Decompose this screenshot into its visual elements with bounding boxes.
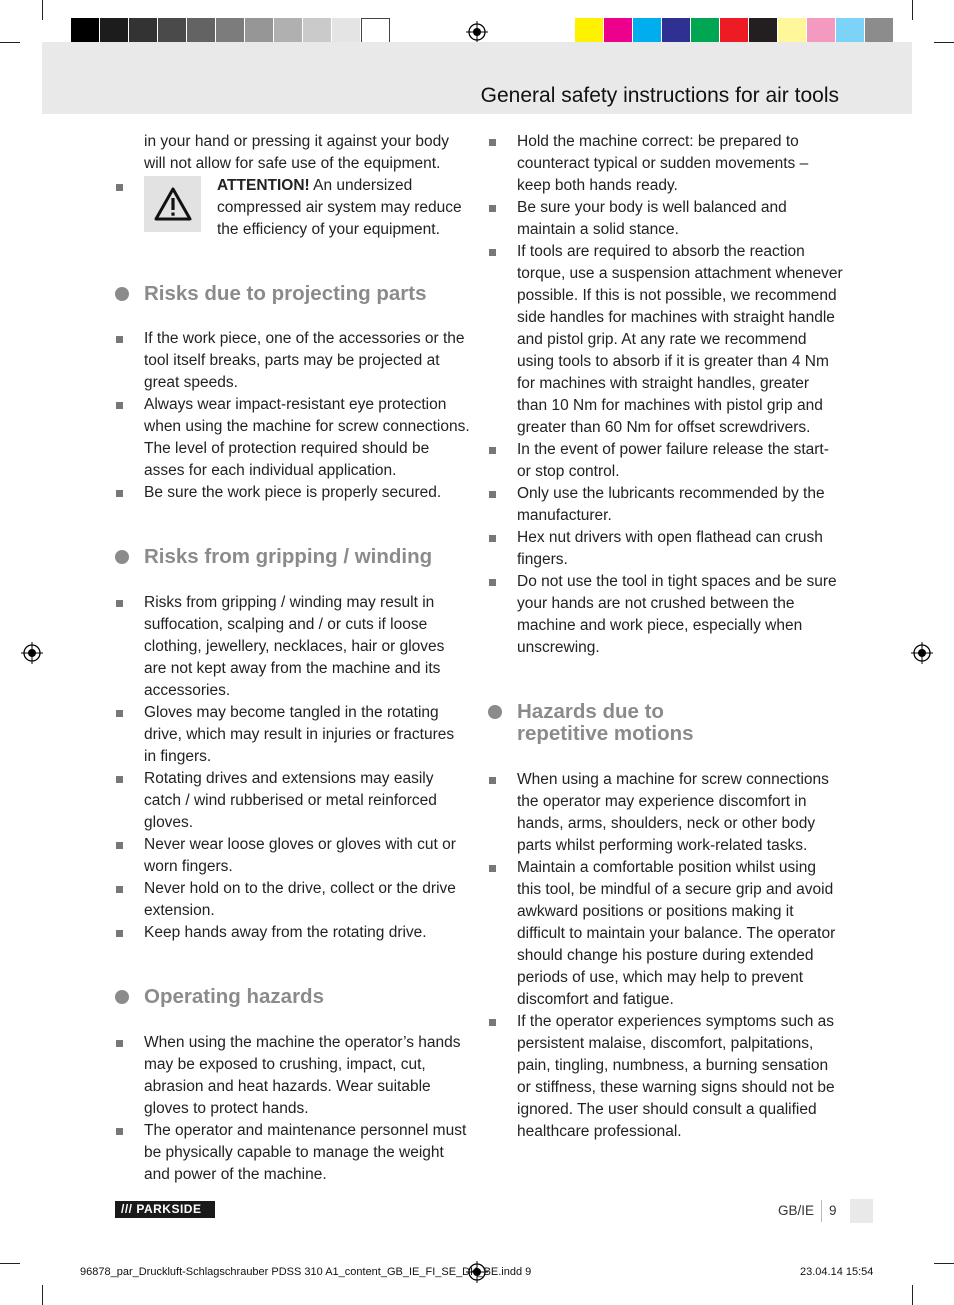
left-column bbox=[115, 131, 470, 1186]
list-item: Never hold on to the drive, collect or the drive extension. bbox=[115, 878, 470, 922]
heading-dot-icon bbox=[488, 705, 502, 719]
bullet-icon bbox=[116, 184, 123, 191]
registration-mark-icon bbox=[466, 21, 488, 43]
bullet-icon bbox=[116, 886, 123, 893]
heading-dot-icon bbox=[115, 287, 129, 301]
list-item: Rotating drives and extensions may easily catch / wind rubberised or metal reinforced gloves. bbox=[115, 768, 470, 834]
list-item: Never wear loose gloves or gloves with cut or worn fingers. bbox=[115, 834, 470, 878]
list-item: In the event of power failure release the start- or stop control. bbox=[488, 439, 843, 483]
bullet-icon bbox=[116, 842, 123, 849]
page-number: 9 bbox=[829, 1203, 837, 1218]
crop-mark bbox=[42, 0, 43, 20]
attention-label: ATTENTION! bbox=[217, 177, 310, 194]
heading-dot-icon bbox=[115, 990, 129, 1004]
bullet-icon bbox=[116, 336, 123, 343]
language-code: GB/IE bbox=[778, 1203, 815, 1218]
list-gripping-winding bbox=[115, 592, 470, 944]
parkside-logo: /// PARKSIDE bbox=[115, 1201, 215, 1218]
attention-note bbox=[115, 176, 470, 241]
crop-mark bbox=[42, 1285, 43, 1305]
bullet-icon bbox=[116, 600, 123, 607]
print-slug-date: 23.04.14 15:54 bbox=[800, 1266, 874, 1278]
bullet-icon bbox=[116, 402, 123, 409]
section-heading-gripping-winding: Risks from gripping / winding bbox=[115, 546, 470, 568]
page-title: General safety instructions for air tools bbox=[480, 84, 839, 107]
list-item: Gloves may become tangled in the rotating drive, which may result in injuries or fractures in fingers. bbox=[115, 702, 470, 768]
attention-text: An undersized compressed air system may reduce the efficiency of your equipment. bbox=[217, 177, 462, 238]
list-item: If the work piece, one of the accessories or the tool itself breaks, parts may be projected at great speeds. bbox=[115, 328, 470, 394]
list-item: Be sure the work piece is properly secured. bbox=[115, 482, 470, 504]
list-item: Hex nut drivers with open flathead can crush fingers. bbox=[488, 527, 843, 571]
registration-mark-icon bbox=[911, 642, 933, 664]
heading-dot-icon bbox=[115, 550, 129, 564]
crop-mark bbox=[912, 1285, 913, 1305]
crop-mark bbox=[0, 42, 20, 43]
bullet-icon bbox=[489, 447, 496, 454]
bullet-icon bbox=[116, 776, 123, 783]
list-item: Be sure your body is well balanced and maintain a solid stance. bbox=[488, 197, 843, 241]
section-heading-operating-hazards: Operating hazards bbox=[115, 986, 470, 1008]
list-item: Hold the machine correct: be prepared to counteract typical or sudden movements – keep both hands ready. bbox=[488, 131, 843, 197]
list-operating-hazards bbox=[115, 1032, 470, 1186]
list-item: Risks from gripping / winding may result in suffocation, scalping and / or cuts if loose clothing, jewellery, necklaces, hair or gloves are not kept away from the machine and its accessories. bbox=[115, 592, 470, 702]
right-column bbox=[488, 131, 843, 1143]
bullet-icon bbox=[489, 139, 496, 146]
bullet-icon bbox=[116, 710, 123, 717]
footer-divider bbox=[821, 1200, 822, 1222]
list-item: Only use the lubricants recommended by the manufacturer. bbox=[488, 483, 843, 527]
list-item: If the operator experiences symptoms such as persistent malaise, discomfort, palpitations, pain, tingling, numbness, a burning sensation or stiffness, these warning signs should not be ignored. The user should consult a qualified healthcare professional. bbox=[488, 1011, 843, 1143]
crop-mark bbox=[934, 42, 954, 43]
list-item: Do not use the tool in tight spaces and be sure your hands are not crushed between the machine and work piece, especially when unscrewing. bbox=[488, 571, 843, 659]
registration-mark-icon bbox=[21, 642, 43, 664]
crop-mark bbox=[0, 1263, 20, 1264]
bullet-icon bbox=[489, 777, 496, 784]
bullet-icon bbox=[489, 1019, 496, 1026]
intro-paragraph: in your hand or pressing it against your body will not allow for safe use of the equipment. bbox=[144, 133, 450, 172]
list-item: Keep hands away from the rotating drive. bbox=[115, 922, 470, 944]
list-item: Maintain a comfortable position whilst using this tool, be mindful of a secure grip and avoid awkward positions or positions making it difficult to maintain your balance. The operator should change his posture during extended periods of use, which may help to prevent discomfort and fatigue. bbox=[488, 857, 843, 1011]
bullet-icon bbox=[489, 491, 496, 498]
bullet-icon bbox=[489, 205, 496, 212]
list-item: The operator and maintenance personnel must be physically capable to manage the weight and power of the machine. bbox=[115, 1120, 470, 1186]
bullet-icon bbox=[116, 930, 123, 937]
list-item: When using a machine for screw connections the operator may experience discomfort in hands, arms, shoulders, neck or other body parts whilst performing work-related tasks. bbox=[488, 769, 843, 857]
bullet-icon bbox=[489, 249, 496, 256]
list-item: If tools are required to absorb the reaction torque, use a suspension attachment whenever possible. If this is not possible, we recommend side handles for machines with straight handle and pistol grip. At any rate we recommend using tools to absorb if it is greater than 4 Nm for machines with straight handles, greater than 10 Nm for machines with pistol grip and greater than 60 Nm for offset screwdrivers. bbox=[488, 241, 843, 439]
warning-triangle-icon bbox=[144, 176, 201, 232]
crop-mark bbox=[912, 0, 913, 20]
bullet-icon bbox=[116, 490, 123, 497]
list-projecting-parts bbox=[115, 328, 470, 504]
bullet-icon bbox=[116, 1128, 123, 1135]
bullet-icon bbox=[489, 535, 496, 542]
list-item: Always wear impact-resistant eye protection when using the machine for screw connections. The level of protection required should be asses for each individual application. bbox=[115, 394, 470, 482]
crop-mark bbox=[934, 1263, 954, 1264]
section-heading-repetitive-motions: Hazards due to repetitive motions bbox=[488, 701, 843, 745]
list-item: When using the machine the operator’s hands may be exposed to crushing, impact, cut, abrasion and heat hazards. Wear suitable gloves to protect hands. bbox=[115, 1032, 470, 1120]
bullet-icon bbox=[116, 1040, 123, 1047]
bullet-icon bbox=[489, 865, 496, 872]
page-tab bbox=[850, 1199, 873, 1223]
list-handling bbox=[488, 131, 843, 659]
print-slug-filename: 96878_par_Druckluft-Schlagschrauber PDSS 310 A1_content_GB_IE_FI_SE_DK_BE.indd 9 bbox=[80, 1266, 532, 1278]
bullet-icon bbox=[489, 579, 496, 586]
section-heading-projecting-parts: Risks due to projecting parts bbox=[115, 283, 470, 305]
list-repetitive-motions bbox=[488, 769, 843, 1143]
